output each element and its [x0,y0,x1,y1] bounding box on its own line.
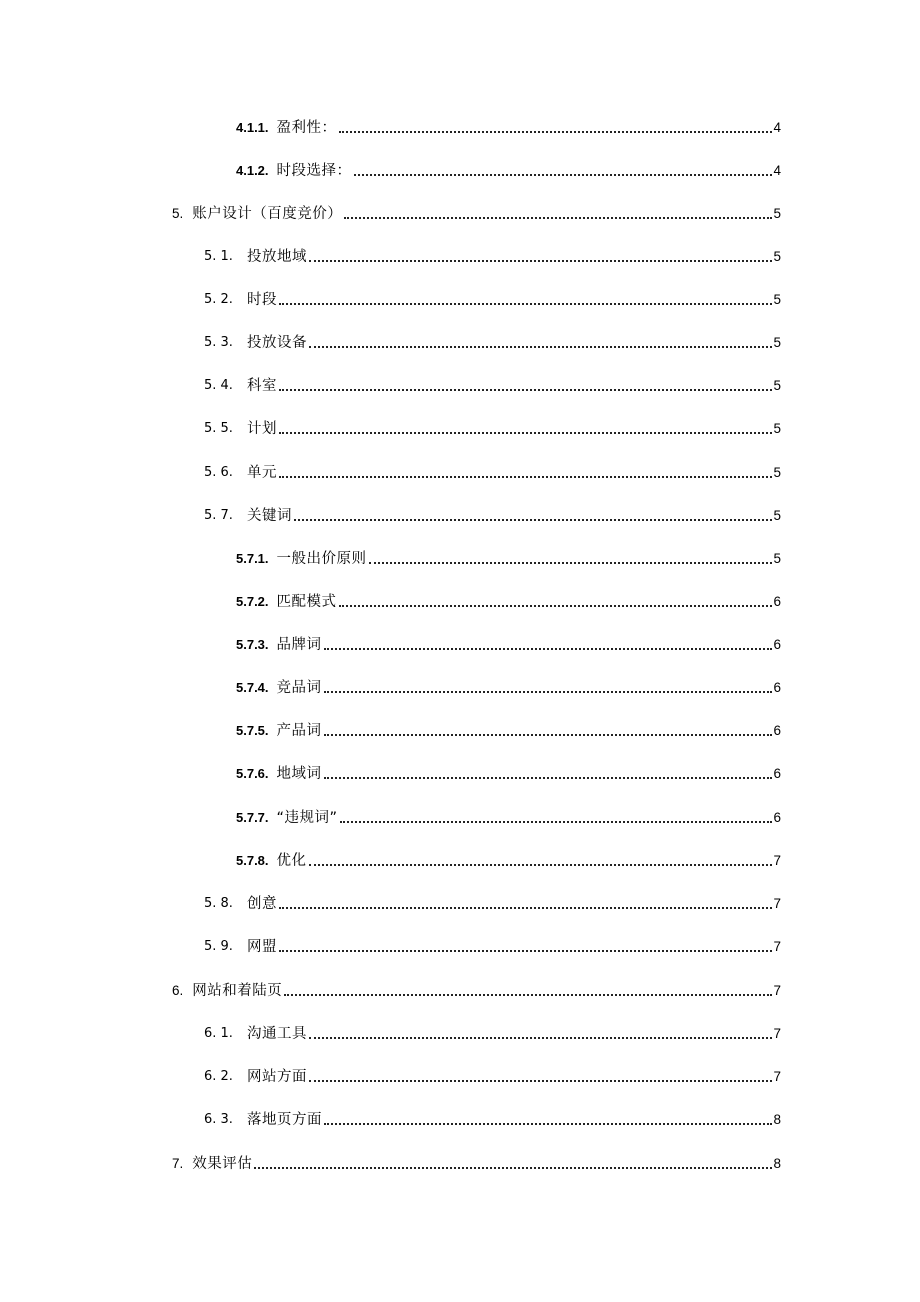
toc-entry-title: 盈利性： [276,120,337,136]
toc-entry[interactable] [236,632,781,654]
toc-entry[interactable] [172,1151,781,1173]
toc-entry-page: 5 [773,292,781,307]
toc-entry[interactable] [236,546,781,568]
toc-entry-page: 7 [773,853,781,868]
toc-entry-number: 5. 9. [204,939,233,954]
toc-entry-title: 效果评估 [192,1156,253,1172]
toc-leader-dots [339,605,773,607]
toc-entry-title: 优化 [276,853,307,869]
toc-leader-dots [324,648,773,650]
toc-entry-title: 计划 [246,421,277,437]
toc-entry-page: 6 [773,723,781,738]
toc-entry[interactable] [204,460,781,482]
toc-entry[interactable] [172,201,781,223]
toc-entry[interactable] [236,805,781,827]
toc-entry[interactable] [204,1064,781,1086]
toc-entry-number: 4.1.2. [236,163,269,178]
toc-entry-page: 5 [773,421,781,436]
toc-entry-title: 投放设备 [246,335,307,351]
toc-entry-page: 7 [773,939,781,954]
toc-entry-page: 7 [773,983,781,998]
toc-leader-dots [324,777,773,779]
toc-entry-page: 6 [773,637,781,652]
toc-leader-dots [309,346,773,348]
toc-leader-dots [309,260,773,262]
toc-entry-number: 5. 7. [204,508,233,523]
toc-entry-page: 5 [773,206,781,221]
toc-leader-dots [339,131,773,133]
toc-entry-title: 一般出价原则 [276,551,367,567]
toc-entry-number: 5.7.7. [236,810,269,825]
toc-entry-page: 4 [773,163,781,178]
toc-entry[interactable] [204,373,781,395]
toc-leader-dots [324,734,773,736]
toc-entry[interactable] [204,891,781,913]
toc-entry-number: 5. 8. [204,896,233,911]
toc-leader-dots [309,1080,773,1082]
toc-entry[interactable] [204,934,781,956]
toc-entry[interactable] [204,503,781,525]
toc-entry-title: 时段选择： [276,163,352,179]
toc-entry[interactable] [204,244,781,266]
toc-entry-number: 5. 1. [204,249,233,264]
toc-entry-title: 投放地域 [246,249,307,265]
toc-entry-number: 5. 4. [204,378,233,393]
toc-entry-number: 6. 1. [204,1026,233,1041]
toc-entry-title: 网站方面 [246,1069,307,1085]
toc-entry-number: 6. 3. [204,1112,233,1127]
toc-entry-number: 5. 5. [204,421,233,436]
toc-entry-title: 匹配模式 [276,594,337,610]
toc-leader-dots [279,476,773,478]
toc-entry[interactable] [204,1107,781,1129]
toc-entry-page: 5 [773,249,781,264]
toc-entry[interactable] [204,1021,781,1043]
toc-entry-page: 6 [773,810,781,825]
toc-entry-page: 6 [773,594,781,609]
toc-entry-title: 科室 [246,378,277,394]
toc-entry-number: 5. 6. [204,465,233,480]
toc-entry[interactable] [236,158,781,180]
toc-entry-page: 4 [773,120,781,135]
toc-entry[interactable] [236,848,781,870]
toc-entry-number: 5.7.3. [236,637,269,652]
toc-leader-dots [324,1123,773,1125]
toc-entry[interactable] [236,115,781,137]
toc-entry-number: 5. 3. [204,335,233,350]
toc-entry-title: 创意 [246,896,277,912]
toc-leader-dots [279,303,773,305]
toc-leader-dots [294,519,773,521]
toc-entry-number: 5.7.5. [236,723,269,738]
toc-entry[interactable] [204,416,781,438]
toc-entry-title: 竞品词 [276,680,322,696]
toc-entry[interactable] [236,761,781,783]
toc-entry-page: 8 [773,1156,781,1171]
toc-leader-dots [309,1037,773,1039]
toc-leader-dots [354,174,773,176]
toc-entry-number: 5.7.4. [236,680,269,695]
toc-leader-dots [279,907,773,909]
toc-entry-title: 账户设计（百度竞价） [192,206,343,222]
toc-entry-number: 7. [172,1156,184,1171]
toc-entry-page: 7 [773,1069,781,1084]
toc-leader-dots [369,562,773,564]
toc-leader-dots [279,432,773,434]
toc-entry-page: 5 [773,335,781,350]
toc-entry-title: 网站和着陆页 [192,983,283,999]
toc-entry-page: 6 [773,680,781,695]
toc-entry-page: 5 [773,508,781,523]
toc-leader-dots [279,950,773,952]
toc-leader-dots [284,994,772,996]
toc-entry-page: 7 [773,896,781,911]
toc-entry-number: 5.7.2. [236,594,269,609]
toc-entry-title: 关键词 [246,508,292,524]
toc-entry-title: 时段 [246,292,277,308]
toc-entry-page: 8 [773,1112,781,1127]
toc-entry[interactable] [236,589,781,611]
toc-leader-dots [340,821,773,823]
toc-entry[interactable] [236,675,781,697]
toc-entry-number: 6. [172,983,184,998]
toc-entry[interactable] [204,287,781,309]
toc-entry-number: 5. [172,206,184,221]
toc-entry-number: 6. 2. [204,1069,233,1084]
toc-entry-number: 5.7.1. [236,551,269,566]
toc-entry-page: 7 [773,1026,781,1041]
toc-entry-title: 落地页方面 [246,1112,322,1128]
toc-entry-number: 5. 2. [204,292,233,307]
toc-leader-dots [324,691,773,693]
toc-entry-title: “违规词” [276,810,338,826]
toc-leader-dots [344,217,772,219]
toc-leader-dots [254,1167,772,1169]
toc-entry-page: 5 [773,465,781,480]
toc-entry[interactable] [236,718,781,740]
toc-entry[interactable] [204,330,781,352]
toc-entry-number: 5.7.8. [236,853,269,868]
toc-entry-title: 单元 [246,465,277,481]
toc-entry-title: 品牌词 [276,637,322,653]
toc-entry-title: 沟通工具 [246,1026,307,1042]
toc-entry[interactable] [172,978,781,1000]
toc-entry-page: 5 [773,378,781,393]
toc-entry-title: 地域词 [276,766,322,782]
toc-entry-number: 5.7.6. [236,766,269,781]
toc-entry-title: 网盟 [246,939,277,955]
toc-leader-dots [309,864,773,866]
toc-entry-title: 产品词 [276,723,322,739]
toc-entry-page: 6 [773,766,781,781]
toc-entry-number: 4.1.1. [236,120,269,135]
toc-entry-page: 5 [773,551,781,566]
toc-leader-dots [279,389,773,391]
